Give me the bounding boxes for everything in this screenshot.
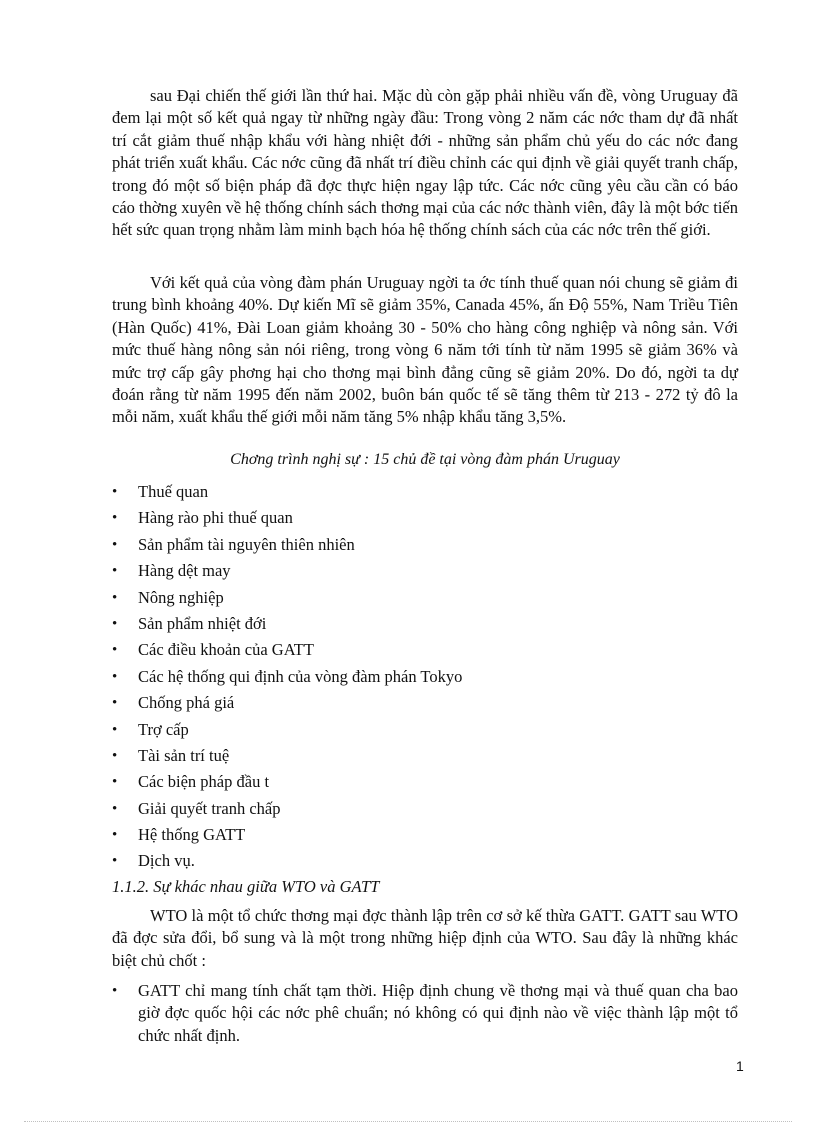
list-item	[112, 717, 462, 743]
list-item	[112, 848, 462, 874]
bullet-icon: •	[112, 800, 118, 817]
bullet-icon: •	[112, 774, 118, 791]
difference-text: GATT chỉ mang tính chất tạm thời. Hiệp định chung về thơng mại và thuế quan cha bao giờ đợc quốc hội các nớc phê chuẩn; nó không có qui định nào về việc thành lập một tổ chức nhất định.	[138, 981, 738, 1045]
page-number: 1	[736, 1058, 744, 1074]
section-heading: 1.1.2. Sự khác nhau giữa WTO và GATT	[112, 877, 380, 896]
bullet-icon: •	[112, 563, 118, 580]
bullet-icon: •	[112, 983, 118, 999]
page-bottom-divider	[24, 1121, 792, 1122]
list-item	[112, 558, 462, 584]
topic-label: Nông nghiệp	[138, 587, 224, 607]
bullet-icon: •	[112, 615, 118, 632]
list-item	[112, 743, 462, 769]
topic-label: Trợ cấp	[138, 719, 189, 739]
topic-label: Các biện pháp đầu t	[138, 772, 270, 792]
topic-label: Các hệ thống qui định của vòng đàm phán Tokyo	[138, 666, 463, 686]
topic-label: Sản phẩm nhiệt đới	[138, 613, 267, 633]
topic-label: Các điều khoản của GATT	[138, 640, 314, 660]
list-item	[112, 690, 462, 716]
list-item	[112, 664, 462, 690]
topic-label: Chống phá giá	[138, 693, 235, 713]
topic-label: Sản phẩm tài nguyên thiên nhiên	[138, 534, 355, 554]
list-item	[112, 769, 462, 795]
list-item	[112, 822, 462, 848]
agenda-caption: Chơng trình nghị sự : 15 chủ đề tại vòng đàm phán Uruguay	[230, 451, 620, 468]
body-paragraph: WTO là một tổ chức thơng mại đợc thành lập trên cơ sở kế thừa GATT. GATT sau WTO đã đợc sửa đổi, bổ sung và là một trong những hiệp định của WTO. Sau đây là những khác biệt chủ chốt :	[112, 906, 738, 970]
bullet-icon: •	[112, 827, 118, 844]
bullet-icon: •	[112, 642, 118, 659]
bullet-icon: •	[112, 510, 118, 527]
list-item	[112, 505, 462, 531]
body-paragraph: sau Đại chiến thế giới lần thứ hai. Mặc dù còn gặp phải nhiều vấn đề, vòng Uruguay đã đem lại một số kết quả ngay từ những ngày đầu: Trong vòng 2 năm các nớc tham dự đã nhất trí cắt giảm thuế nhập khẩu với hàng nhiệt đới - những sản phẩm chủ yếu do các nớc đang phát triển xuất khẩu. Các nớc cũng đã nhất trí điều chỉnh các qui định về giải quyết tranh chấp, trong đó một số biện pháp đã đợc thực hiện ngay lập tức. Các nớc cũng yêu cầu cần có báo cáo thờng xuyên về hệ thống chính sách thơng mại của các nớc thành viên, đây là một bớc tiến hết sức quan trọng nhằm làm minh bạch hóa hệ thống chính sách của các nớc trên thế giới.	[112, 86, 738, 240]
list-item	[112, 637, 462, 663]
topic-label: Thuế quan	[138, 482, 209, 501]
bullet-icon: •	[112, 536, 118, 553]
bullet-icon: •	[112, 484, 118, 500]
list-item	[112, 532, 462, 558]
difference-item	[112, 980, 738, 1047]
body-paragraph: Với kết quả của vòng đàm phán Uruguay ngời ta ớc tính thuế quan nói chung sẽ giảm đi trung bình khoảng 40%. Dự kiến Mĩ sẽ giảm 35%, Canada 45%, ấn Độ 55%, Nam Triều Tiên (Hàn Quốc) 41%, Đài Loan giảm khoảng 30 - 50% cho hàng công nghiệp và nông sản. Với mức thuế hàng nông sản nói riêng, trong vòng 6 năm tới tính từ năm 1995 sẽ giảm 36% và mức trợ cấp gây phơng hại cho thơng mại bình đẳng cũng sẽ giảm 20%. Do đó, ngời ta dự đoán rằng từ năm 1995 đến năm 2002, buôn bán quốc tế sẽ tăng thêm từ 213 - 272 tỷ đô la mỗi năm, xuất khẩu thế giới mỗi năm tăng 5% nhập khẩu tăng 3,5%.	[112, 273, 738, 427]
bullet-icon: •	[112, 721, 118, 738]
topic-label: Tài sản trí tuệ	[138, 745, 230, 765]
list-item	[112, 585, 462, 611]
list-item	[112, 796, 462, 822]
topic-label: Hệ thống GATT	[138, 825, 246, 845]
list-item	[112, 611, 462, 637]
agenda-topic-list	[112, 479, 462, 875]
bullet-icon: •	[112, 589, 118, 606]
bullet-icon: •	[112, 747, 118, 764]
bullet-icon: •	[112, 853, 118, 870]
bullet-icon: •	[112, 695, 118, 712]
bullet-icon: •	[112, 668, 118, 685]
topic-label: Giải quyết tranh chấp	[138, 798, 281, 818]
topic-label: Dịch vụ.	[138, 851, 195, 871]
list-item	[112, 479, 462, 505]
topic-label: Hàng dệt may	[138, 561, 231, 581]
topic-label: Hàng rào phi thuế quan	[138, 508, 293, 528]
